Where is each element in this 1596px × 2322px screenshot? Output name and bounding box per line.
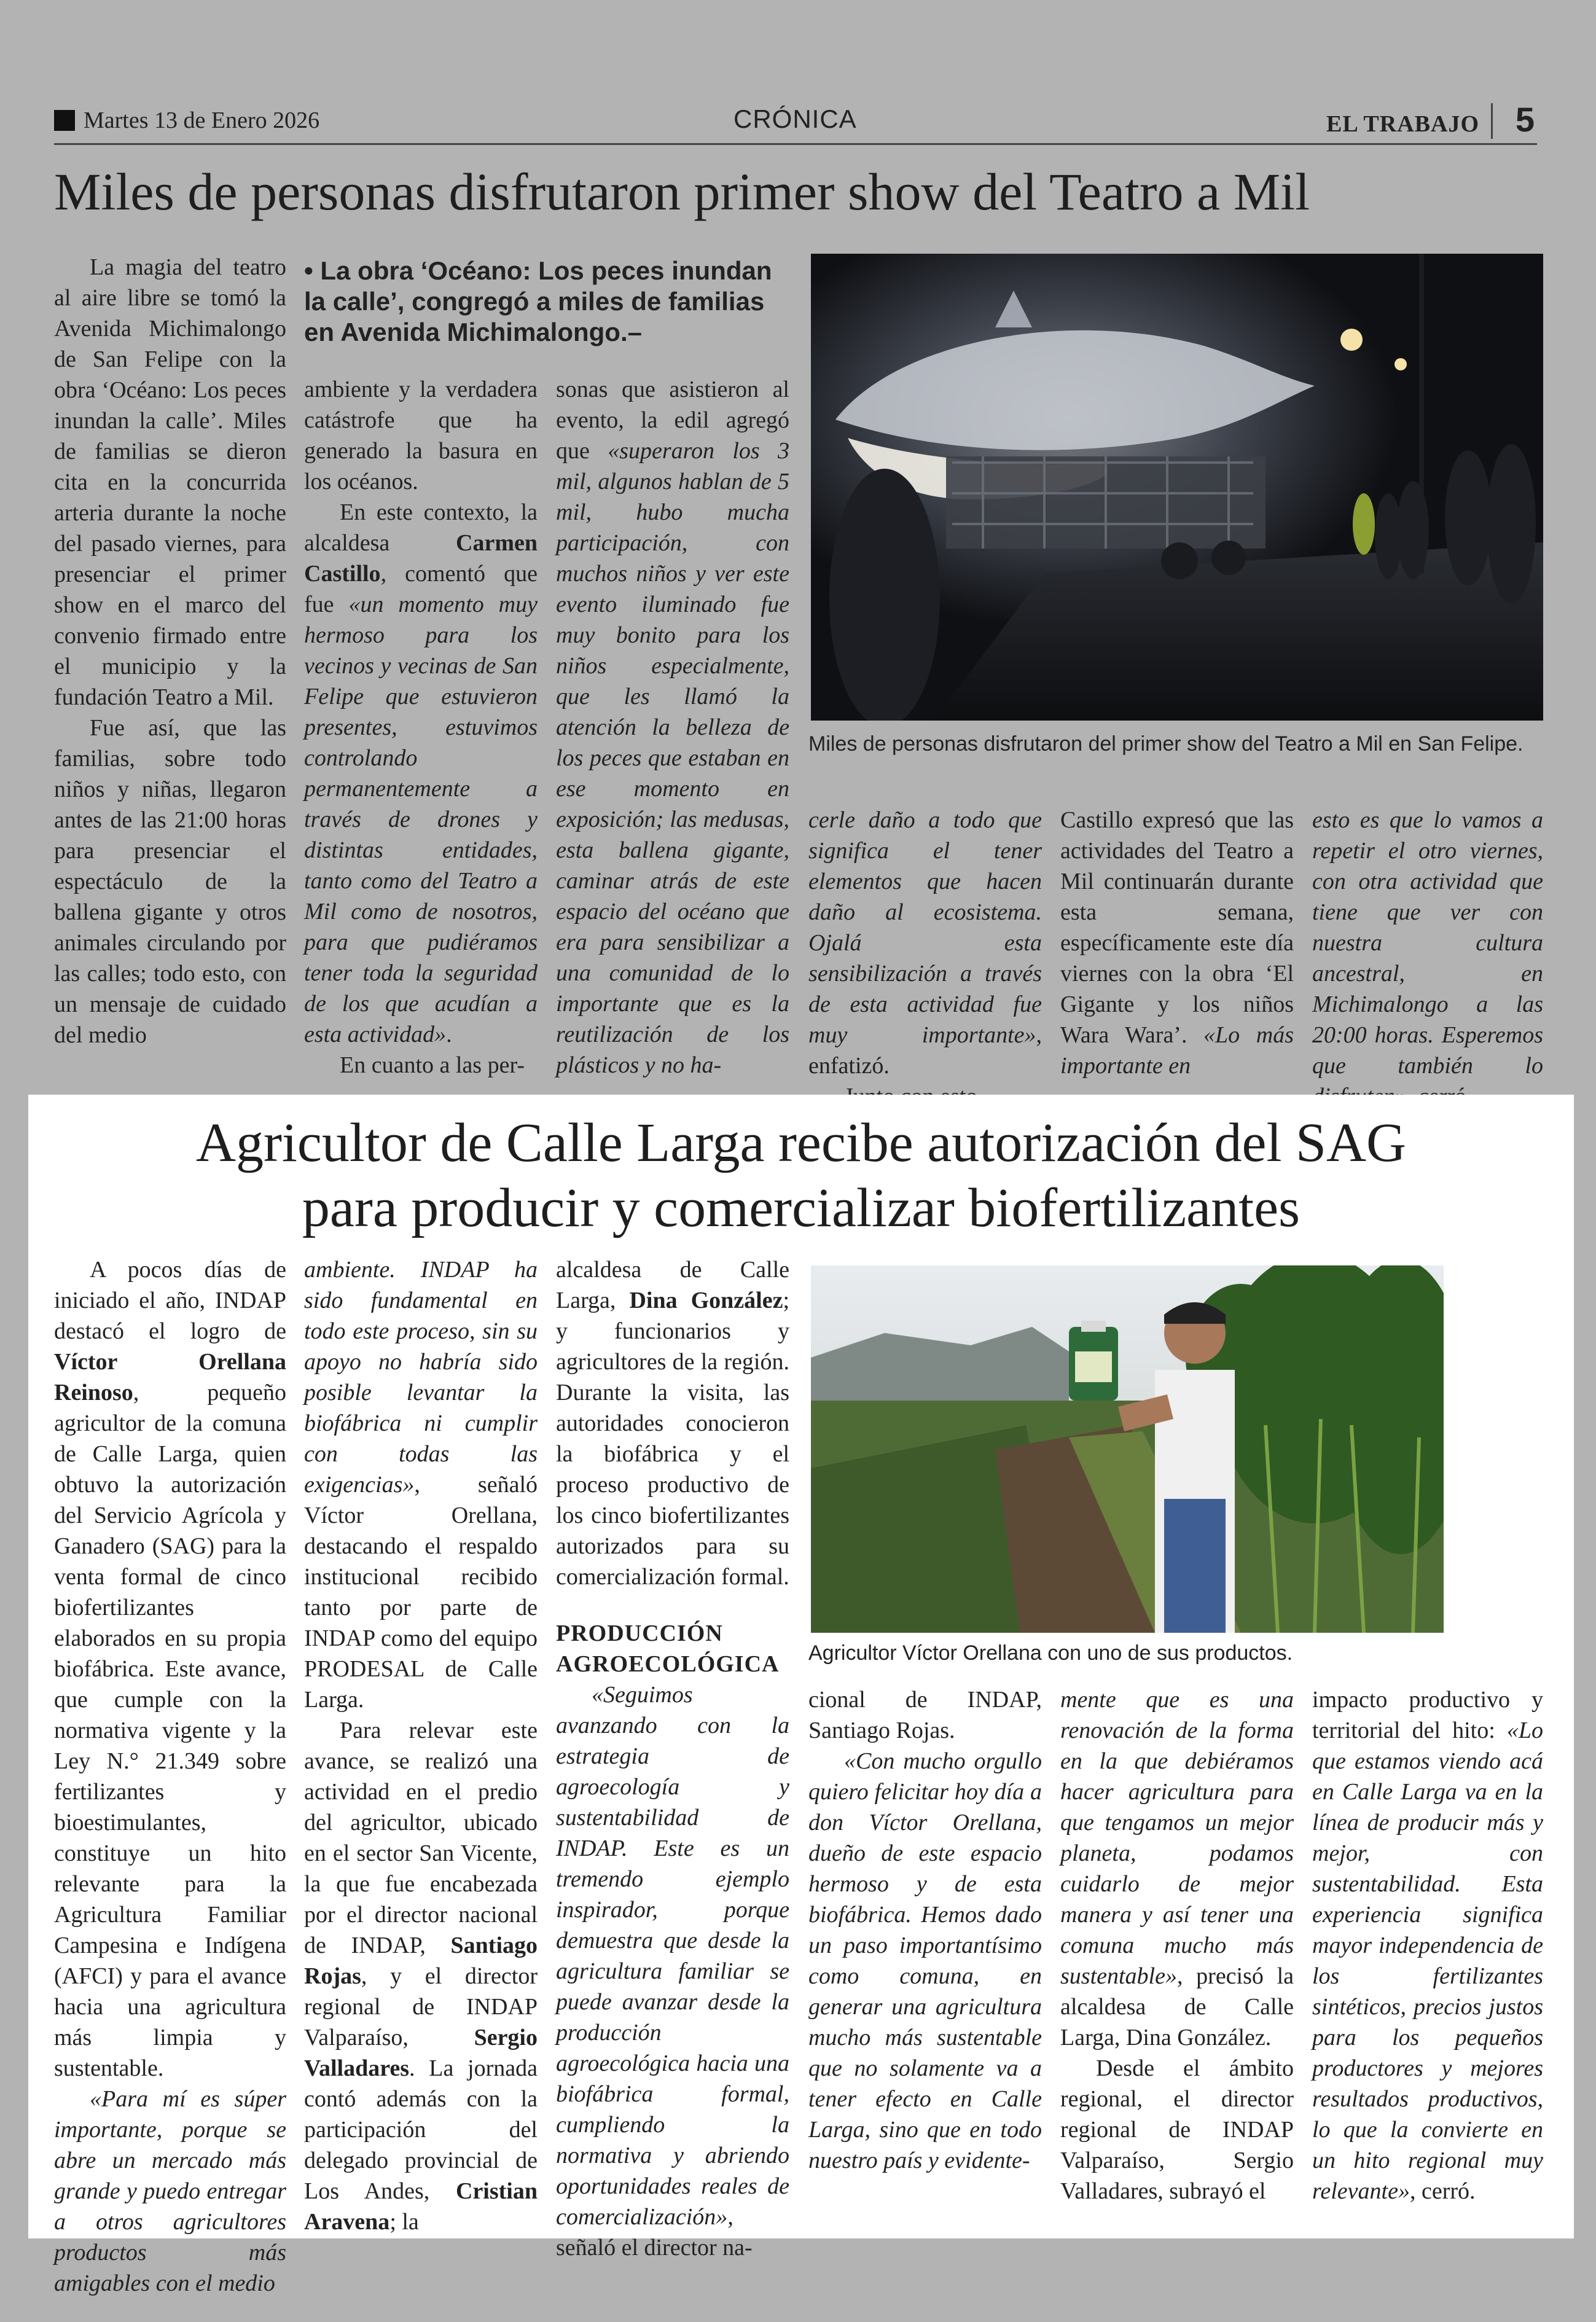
whale-parade-photo bbox=[811, 254, 1543, 721]
quote: mente que es una renovación de la forma en la que debiéramos hacer agricultura para que tengamos un mejor planeta, podamos cuidarlo de mejor manera y así tener una comuna mucho más sustentable» bbox=[1060, 1687, 1294, 1989]
article2-column-4 bbox=[808, 1684, 1042, 2176]
person-name: Carmen Castillo bbox=[304, 530, 538, 587]
article2-photo-caption: Agricultor Víctor Orellana con uno de sus productos. bbox=[808, 1641, 1293, 1665]
quote: «Lo que estamos viendo acá en Calle Larga va en la línea de producir más y mejor, con sustentabilidad. Esta experiencia significa mayor independencia de los fertilizantes sintéticos, precios justos para los pequeños productores y mejores resultados productivos, lo que la convierte en un hito regional muy relevante» bbox=[1312, 1718, 1543, 2204]
article1-column-2 bbox=[304, 374, 538, 1081]
article2-column-6 bbox=[1312, 1684, 1543, 2207]
article1-photo-caption: Miles de personas disfrutaron del primer show del Teatro a Mil en San Felipe. bbox=[808, 732, 1524, 756]
quote: «Lo más importante en bbox=[1060, 1022, 1294, 1079]
newspaper-name: EL TRABAJO bbox=[1326, 111, 1479, 137]
article1-headline: Miles de personas disfrutaron primer show del Teatro a Mil bbox=[54, 162, 1310, 221]
header-divider bbox=[1491, 103, 1493, 139]
farmer-photo bbox=[811, 1265, 1444, 1633]
date-text: Martes 13 de Enero 2026 bbox=[84, 108, 320, 133]
article2-paragraph: alcaldesa de Calle Larga, Dina González; y funcionarios y agricultores de la región. Durante la visita, las autoridades conocieron la biofábrica y el proceso productivo de los cinco biofertilizantes autorizados para su comercialización formal. bbox=[556, 1257, 789, 1590]
article1-paragraph: En cuanto a las per- bbox=[340, 1052, 525, 1078]
article1-paragraph: Fue así, que las familias, sobre todo niños y niñas, llegaron antes de las 21:00 horas para presenciar el espectáculo de la ballena gigante y otros animales circulando por las calles; todo esto, con un mensaje de cuidado del medio bbox=[54, 715, 286, 1048]
article2-paragraph: impacto productivo y territorial del hito: «Lo que estamos viendo acá en Calle Larga va en la línea de producir más y mejor, con sustentabilidad. Esta experiencia significa mayor independencia de los fertilizantes sintéticos, precios justos para los pequeños productores y mejores resultados productivos, lo que la convierte en un hito regional muy relevante», cerró. bbox=[1312, 1687, 1543, 2204]
article1-lead: • La obra ‘Océano: Los peces inundan la calle’, congregó a miles de familias en Avenida Michimalongo.– bbox=[304, 256, 772, 346]
article2-headline-line: Agricultor de Calle Larga recibe autorización del SAG bbox=[195, 1112, 1407, 1173]
quote: «Para mí es súper importante, porque se abre un mercado más grande y puedo entregar a otros agricultores productos más amigables con el medio bbox=[54, 2086, 286, 2296]
article2-subheading: PRODUCCIÓN AGROECOLÓGICA bbox=[556, 1620, 780, 1677]
article2-column-3 bbox=[556, 1254, 789, 2263]
article2-paragraph: cional de INDAP, Santiago Rojas. bbox=[808, 1687, 1042, 1743]
person-name: Sergio Valladares bbox=[304, 2025, 538, 2081]
article1-column-3 bbox=[556, 374, 789, 1081]
article1-column-1 bbox=[54, 252, 286, 1050]
article1-paragraph: cerle daño a todo que significa el tener elementos que hacen daño al ecosistema. Ojalá esta sensibilización a través de esta actividad fue muy importante», enfatizó. bbox=[808, 807, 1042, 1079]
article2-column-1 bbox=[54, 1254, 286, 2299]
quote: «un momento muy hermoso para los vecinos y vecinas de San Felipe que estuvieron presentes, estuvimos controlando permanentemente a través de drones y distintas entidades, tanto como del Teatro a Mil como de nosotros, para que pudiéramos tener toda la seguridad de los que acudían a esta actividad» bbox=[304, 592, 538, 1047]
person-name: Santiago Rojas bbox=[304, 1933, 538, 1989]
person-name: Víctor Orellana Reinoso bbox=[54, 1349, 286, 1405]
quote: cerle daño a todo que significa el tener elementos que hacen daño al ecosistema. Ojalá esta sensibilización a través de esta actividad fue muy importante» bbox=[808, 807, 1042, 1048]
article2-paragraph: mente que es una renovación de la forma en la que debiéramos hacer agricultura para que tengamos un mejor planeta, podamos cuidarlo de mejor manera y así tener una comuna mucho más sustentable», precisó la alcaldesa de Calle Larga, Dina González. bbox=[1060, 1687, 1294, 2050]
article1-paragraph: ambiente y la verdadera catástrofe que ha generado la basura en los océanos. bbox=[304, 377, 538, 495]
quote: «Seguimos avanzando con la estrategia de agroecología y sustentabilidad de INDAP. Este es un tremendo ejemplo inspirador, porque demuestra que desde la agricultura familiar se puede avanzar desde la producción agroecológica hacia una biofábrica formal, cumpliendo la normativa y abriendo oportunidades reales de comercialización» bbox=[556, 1682, 789, 2230]
quote: «Con mucho orgullo quiero felicitar hoy día a don Víctor Orellana, dueño de este espacio hermoso y de esta biofábrica. Hemos dado un paso importantísimo como comuna, en generar una agricultura mucho más sustentable que no solamente va a tener efecto en Calle Larga, sino que en todo nuestro país y evidente- bbox=[808, 1748, 1042, 2173]
header-date bbox=[54, 107, 319, 134]
article2-paragraph: ambiente. INDAP ha sido fundamental en todo este proceso, sin su apoyo no habría sido posible levantar la biofábrica ni cumplir con todas las exigencias», señaló Víctor Orellana, destacando el respaldo institucional recibido tanto por parte de INDAP como del equipo PRODESAL de Calle Larga. bbox=[304, 1257, 538, 1713]
article2-paragraph: A pocos días de iniciado el año, INDAP destacó el logro de Víctor Orellana Reinoso, pequeño agricultor de la comuna de Calle Larga, quien obtuvo la autorización del Servicio Agrícola y Ganadero (SAG) para la venta formal de cinco biofertilizantes elaborados en su propia biofábrica. Este avance, que cumple con la normativa vigente y la Ley N.° 21.349 sobre fertilizantes y bioestimulantes, constituye un hito relevante para la Agricultura Familiar Campesina e Indígena (AFCI) y para el avance hacia una agricultura más limpia y sustentable. bbox=[54, 1257, 286, 2081]
article1-paragraph: En este contexto, la alcaldesa Carmen Castillo, comentó que fue «un momento muy hermoso para los vecinos y vecinas de San Felipe que estuvieron presentes, estuvimos controlando permanentemente a través de drones y distintas entidades, tanto como del Teatro a Mil como de nosotros, para que pudiéramos tener toda la seguridad de los que acudían a esta actividad». bbox=[304, 499, 538, 1047]
page-number: 5 bbox=[1515, 100, 1535, 139]
person-name: Dina González bbox=[629, 1288, 783, 1313]
section-name: CRÓNICA bbox=[733, 104, 857, 133]
farm-field-photo-image bbox=[811, 1265, 1444, 1633]
article1-column-4 bbox=[808, 805, 1042, 1112]
night-street-photo-image bbox=[811, 254, 1543, 721]
article2-paragraph: Para relevar este avance, se realizó una actividad en el predio del agricultor, ubicado en el sector San Vicente, la que fue encabezada por el director nacional de INDAP, Santiago Rojas, y el director regional de INDAP Valparaíso, Sergio Valladares. La jornada contó además con la participación del delegado provincial de Los Andes, Cristian Aravena; la bbox=[304, 1718, 538, 2235]
article2-paragraph: «Seguimos avanzando con la estrategia de agroecología y sustentabilidad de INDAP. Este es un tremendo ejemplo inspirador, porque demuestra que desde la agricultura familiar se puede avanzar desde la producción agroecológica hacia una biofábrica formal, cumpliendo la normativa y abriendo oportunidades reales de comercialización», señaló el director na- bbox=[556, 1682, 789, 2261]
square-bullet-icon bbox=[54, 110, 75, 131]
article1-paragraph: Castillo expresó que las actividades del Teatro a Mil continuarán durante esta semana, específicamente este día viernes con la obra ‘El Gigante y los niños Wara Wara’. «Lo más importante en bbox=[1060, 807, 1294, 1079]
page-header bbox=[54, 100, 1537, 145]
quote: esto es que lo vamos a repetir el otro viernes, con otra actividad que tiene que ver con nuestra cultura ancestral, en Michimalongo a las 20:00 horas. Esperemos que también lo bbox=[1312, 807, 1543, 1079]
quote: ambiente. INDAP ha sido fundamental en todo este proceso, sin su apoyo no habría sido posible levantar la biofábrica ni cumplir con todas las exigencias» bbox=[304, 1257, 538, 1498]
article1-column-6 bbox=[1312, 805, 1543, 1112]
article2-headline-line: para producir y comercializar biofertilizantes bbox=[302, 1178, 1301, 1238]
article1-paragraph bbox=[1312, 805, 1543, 1112]
person-name: Cristian Aravena bbox=[304, 2178, 538, 2235]
article2-headline bbox=[28, 1111, 1574, 1241]
quote: «superaron los 3 mil, algunos hablan de 5 mil, hubo mucha participación, con muchos niños y ver este evento iluminado fue muy bonito para los niños especialmente, que les llamó la atención la belleza de los peces que estaban en ese momento en exposición; las medusas, esta ballena gigante, caminar atrás de este espacio del océano que era para sensibilizar a una comunidad de lo importante que es la reutilización de los plásticos y no ha- bbox=[556, 438, 789, 1078]
article2-paragraph: Desde el ámbito regional, el director regional de INDAP Valparaíso, Sergio Valladares, subrayó el bbox=[1060, 2055, 1294, 2204]
article1-paragraph: La magia del teatro al aire libre se tomó la Avenida Michimalongo de San Felipe con la obra ‘Océano: Los peces inundan la calle’. Miles de familias se dieron cita en la concurrida arteria durante la noche del pasado viernes, para presenciar el primer show en el marco del convenio firmado entre el municipio y la fundación Teatro a Mil. bbox=[54, 254, 286, 710]
article1-paragraph: sonas que asistieron al evento, la edil agregó que «superaron los 3 mil, algunos hablan de 5 mil, hubo mucha participación, con muchos niños y ver este evento iluminado fue muy bonito para los niños especialmente, que les llamó la atención la belleza de los peces que estaban en ese momento en exposición; las medusas, esta ballena gigante, caminar atrás de este espacio del océano que era para sensibilizar a una comunidad de lo importante que es la reutilización de los plásticos y no ha- bbox=[556, 377, 789, 1078]
article1-column-5 bbox=[1060, 805, 1294, 1081]
article2-column-5 bbox=[1060, 1684, 1294, 2207]
article2-column-2 bbox=[304, 1254, 538, 2237]
